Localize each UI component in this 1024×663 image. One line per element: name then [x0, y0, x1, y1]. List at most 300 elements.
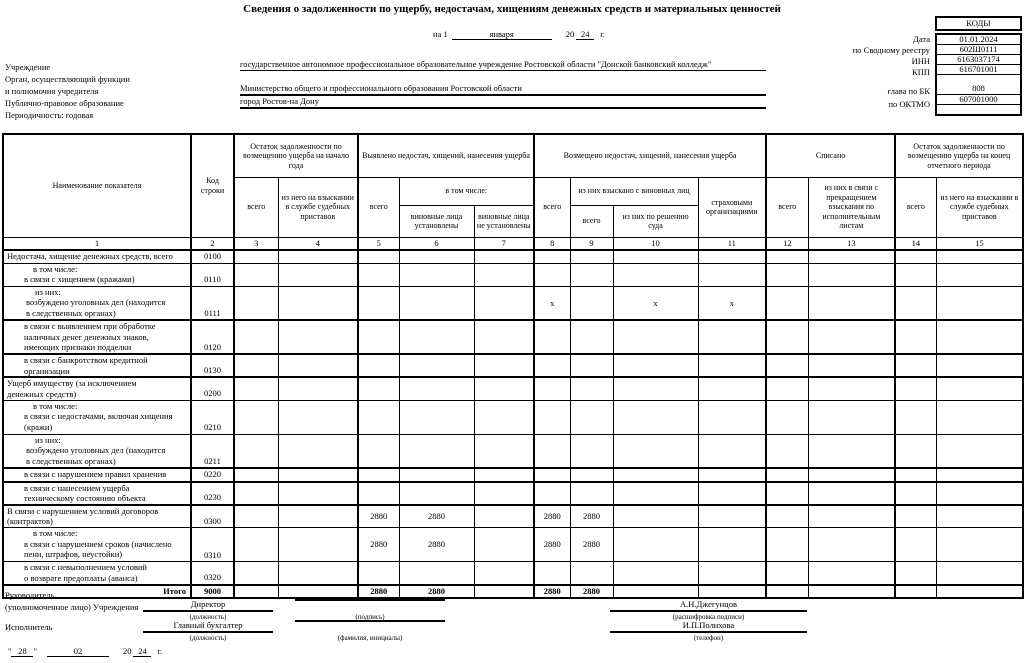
- value-cell-c9: [570, 377, 613, 400]
- code-cell: 9000: [191, 585, 234, 599]
- value-cell-c7: [474, 468, 534, 482]
- value-cell-c9: [570, 354, 613, 377]
- value-cell-c9: [570, 250, 613, 263]
- value-cell-c5: [358, 320, 399, 354]
- value-cell-c13: [808, 263, 895, 286]
- codes-label: глава по БК: [887, 86, 930, 96]
- value-cell-c6: 2880: [399, 585, 474, 599]
- value-cell-c14: [895, 505, 936, 528]
- value-cell-c4: [278, 320, 358, 354]
- value-cell-c6: [399, 400, 474, 434]
- value-cell-c4: [278, 354, 358, 377]
- column-number: 11: [698, 237, 766, 250]
- value-cell-c8: 2880: [534, 585, 570, 599]
- value-cell-c12: [766, 263, 808, 286]
- value-cell-c3: [234, 585, 278, 599]
- codes-label: по ОКТМО: [888, 99, 930, 109]
- header-closing-bailiffs: из него на взыскании в службе судебных приставов: [936, 177, 1023, 237]
- value-cell-c5: [358, 562, 399, 585]
- executor-signature-line: [295, 620, 445, 622]
- value-cell-c11: [698, 528, 766, 562]
- header-guilty-identified: виновные лица установлены: [399, 205, 474, 237]
- value-cell-c11: [698, 320, 766, 354]
- header-found-including: в том числе:: [399, 177, 534, 205]
- name-cell: в том числе: в связи с недостачами, включая хищения (кражи): [3, 400, 191, 434]
- value-cell-c5: [358, 400, 399, 434]
- value-cell-c15: [936, 468, 1023, 482]
- codes-value: 01.01.2024: [937, 35, 1020, 45]
- value-cell-c11: х: [698, 286, 766, 320]
- value-cell-c15: [936, 562, 1023, 585]
- column-number: 8: [534, 237, 570, 250]
- value-cell-c12: [766, 505, 808, 528]
- value-cell-c15: [936, 482, 1023, 505]
- executor-name-caption: (фамилия, инициалы): [337, 634, 403, 642]
- value-cell-c6: 2880: [399, 505, 474, 528]
- value-cell-c6: [399, 482, 474, 505]
- value-cell-c3: [234, 434, 278, 468]
- value-cell-c14: [895, 250, 936, 263]
- value-cell-c10: [613, 377, 698, 400]
- value-cell-c15: [936, 320, 1023, 354]
- value-cell-c6: [399, 468, 474, 482]
- value-cell-c3: [234, 400, 278, 434]
- value-cell-c13: [808, 528, 895, 562]
- value-cell-c14: [895, 562, 936, 585]
- value-cell-c15: [936, 354, 1023, 377]
- value-cell-c5: 2880: [358, 528, 399, 562]
- value-cell-c13: [808, 585, 895, 599]
- executor-label: Исполнитель: [5, 622, 53, 632]
- value-cell-c15: [936, 286, 1023, 320]
- value-cell-c5: [358, 263, 399, 286]
- value-cell-c10: [613, 354, 698, 377]
- value-cell-c10: [613, 482, 698, 505]
- value-cell-c9: 2880: [570, 528, 613, 562]
- name-cell: в том числе: в связи с хищением (кражами): [3, 263, 191, 286]
- header-group-opening: Остаток задолженности по возмещению ущерба на начало года: [234, 134, 358, 177]
- header-recovered-total: всего: [534, 177, 570, 237]
- value-cell-c13: [808, 468, 895, 482]
- value-cell-c5: [358, 434, 399, 468]
- founder-value: Министерство общего и профессионального образования Ростовской области: [240, 83, 766, 96]
- value-cell-c10: [613, 263, 698, 286]
- column-number: 5: [358, 237, 399, 250]
- value-cell-c3: [234, 562, 278, 585]
- value-cell-c4: [278, 562, 358, 585]
- value-cell-c10: [613, 320, 698, 354]
- value-cell-c15: [936, 585, 1023, 599]
- value-cell-c10: [613, 528, 698, 562]
- head-signature-line: [295, 599, 445, 601]
- value-cell-c12: [766, 377, 808, 400]
- value-cell-c6: [399, 263, 474, 286]
- value-cell-c5: [358, 354, 399, 377]
- name-cell: в связи с невыполнением условий о возврате предоплаты (аванса): [3, 562, 191, 585]
- value-cell-c14: [895, 263, 936, 286]
- value-cell-c15: [936, 263, 1023, 286]
- column-number: 9: [570, 237, 613, 250]
- value-cell-c12: [766, 286, 808, 320]
- header-closing-total: всего: [895, 177, 936, 237]
- value-cell-c15: [936, 528, 1023, 562]
- value-cell-c5: [358, 468, 399, 482]
- value-cell-c4: [278, 528, 358, 562]
- institution-label: Учреждение: [5, 62, 51, 72]
- name-cell: В связи с нарушением условий договоров (контрактов): [3, 505, 191, 528]
- table-row-0300: [3, 505, 1023, 528]
- value-cell-c7: [474, 434, 534, 468]
- header-group-recovered: Возмещено недостач, хищений, нанесения ущерба: [534, 134, 766, 177]
- value-cell-c3: [234, 320, 278, 354]
- value-cell-c8: [534, 468, 570, 482]
- value-cell-c13: [808, 320, 895, 354]
- value-cell-c4: [278, 263, 358, 286]
- codes-value: 6163037174: [937, 55, 1020, 65]
- quote-close: ": [33, 646, 37, 656]
- codes-label: КПП: [912, 67, 930, 77]
- table-row-0130: [3, 354, 1023, 377]
- value-cell-c7: [474, 354, 534, 377]
- report-date-suffix: г.: [600, 29, 605, 39]
- value-cell-c4: [278, 434, 358, 468]
- header-writeoff-termination: из них в связи с прекращением взыскания по исполнительным листам: [808, 177, 895, 237]
- value-cell-c5: [358, 377, 399, 400]
- value-cell-c10: [613, 400, 698, 434]
- report-date-century: 20: [565, 29, 575, 39]
- value-cell-c4: [278, 505, 358, 528]
- value-cell-c3: [234, 468, 278, 482]
- value-cell-c12: [766, 562, 808, 585]
- column-number: 13: [808, 237, 895, 250]
- table-row-0200: [3, 377, 1023, 400]
- value-cell-c7: [474, 528, 534, 562]
- column-number: 14: [895, 237, 936, 250]
- header-recovered-guilty-total: всего: [570, 205, 613, 237]
- table-row-0111: [3, 286, 1023, 320]
- header-writeoff-total: всего: [766, 177, 808, 237]
- table-row-0210: [3, 400, 1023, 434]
- value-cell-c13: [808, 562, 895, 585]
- value-cell-c14: [895, 585, 936, 599]
- value-cell-c13: [808, 400, 895, 434]
- doc-date-year: 24: [133, 646, 151, 657]
- value-cell-c8: [534, 562, 570, 585]
- column-number: 10: [613, 237, 698, 250]
- value-cell-c3: [234, 263, 278, 286]
- doc-date-day: 28: [11, 646, 33, 657]
- founder-label-line2: и полномочия учредителя: [5, 86, 99, 96]
- codes-value: 607001000: [937, 95, 1020, 105]
- column-number: 2: [191, 237, 234, 250]
- header-guilty-not-identified: виновные лица не установлены: [474, 205, 534, 237]
- header-code: Код строки: [191, 134, 234, 237]
- value-cell-c8: 2880: [534, 528, 570, 562]
- value-cell-c10: [613, 468, 698, 482]
- value-cell-c5: 2880: [358, 505, 399, 528]
- value-cell-c12: [766, 434, 808, 468]
- value-cell-c15: [936, 400, 1023, 434]
- header-found-total: всего: [358, 177, 399, 237]
- value-cell-c8: [534, 434, 570, 468]
- head-position-line: Директор: [143, 599, 273, 612]
- value-cell-c14: [895, 482, 936, 505]
- value-cell-c12: [766, 400, 808, 434]
- head-name-caption: (расшифровка подписи): [672, 613, 745, 621]
- value-cell-c11: [698, 505, 766, 528]
- name-cell: в том числе: в связи с нарушением сроков (начислено пени, штрафов, неустойки): [3, 528, 191, 562]
- value-cell-c9: [570, 286, 613, 320]
- value-cell-c13: [808, 250, 895, 263]
- value-cell-c9: [570, 562, 613, 585]
- value-cell-c11: [698, 434, 766, 468]
- codes-value: 602Ш0111: [937, 45, 1020, 55]
- value-cell-c8: [534, 377, 570, 400]
- report-date-year: 24: [576, 29, 594, 40]
- value-cell-c14: [895, 320, 936, 354]
- codes-label: Дата: [913, 34, 930, 44]
- institution-value: государственное автономное профессиональное образовательное учреждение Ростовской области "Донской банковский колледж": [240, 59, 766, 71]
- doc-date-suffix: г.: [157, 646, 163, 656]
- value-cell-c12: [766, 468, 808, 482]
- value-cell-c5: [358, 250, 399, 263]
- debt-table: [2, 133, 1024, 599]
- value-cell-c10: [613, 434, 698, 468]
- code-cell: 0220: [191, 468, 234, 482]
- executor-phone-caption: (телефон): [693, 634, 724, 642]
- header-recovered-guilty: из них взыскано с виновных лиц: [570, 177, 698, 205]
- report-date-line: [433, 29, 605, 40]
- table-row-0220: [3, 468, 1023, 482]
- value-cell-c4: [278, 585, 358, 599]
- value-cell-c3: [234, 505, 278, 528]
- value-cell-c8: 2880: [534, 505, 570, 528]
- value-cell-c3: [234, 250, 278, 263]
- value-cell-c9: 2880: [570, 585, 613, 599]
- value-cell-c3: [234, 377, 278, 400]
- value-cell-c8: [534, 250, 570, 263]
- codes-label: по Сводному реестру: [852, 45, 930, 55]
- value-cell-c7: [474, 400, 534, 434]
- value-cell-c7: [474, 585, 534, 599]
- value-cell-c11: [698, 400, 766, 434]
- value-cell-c8: х: [534, 286, 570, 320]
- value-cell-c15: [936, 505, 1023, 528]
- value-cell-c14: [895, 377, 936, 400]
- value-cell-c11: [698, 250, 766, 263]
- column-number: 1: [3, 237, 191, 250]
- column-number: 15: [936, 237, 1023, 250]
- code-cell: 0110: [191, 263, 234, 286]
- header-group-written-off: Списано: [766, 134, 895, 177]
- value-cell-c9: [570, 263, 613, 286]
- public-entity-label: Публично-правовое образование: [5, 98, 124, 108]
- value-cell-c11: [698, 585, 766, 599]
- value-cell-c14: [895, 528, 936, 562]
- value-cell-c8: [534, 354, 570, 377]
- value-cell-c9: 2880: [570, 505, 613, 528]
- value-cell-c3: [234, 286, 278, 320]
- value-cell-c9: [570, 482, 613, 505]
- column-numbers-row: [3, 237, 1023, 250]
- value-cell-c14: [895, 286, 936, 320]
- debt-table-header: [3, 134, 1023, 250]
- value-cell-c11: [698, 562, 766, 585]
- header-opening-bailiffs: из него на взыскании в службе судебных приставов: [278, 177, 358, 237]
- head-position-caption: (должность): [189, 613, 227, 621]
- value-cell-c10: х: [613, 286, 698, 320]
- column-number: 12: [766, 237, 808, 250]
- document-date-line: [8, 646, 162, 657]
- value-cell-c4: [278, 482, 358, 505]
- table-row-0320: [3, 562, 1023, 585]
- value-cell-c14: [895, 468, 936, 482]
- value-cell-c5: [358, 286, 399, 320]
- column-number: 6: [399, 237, 474, 250]
- report-date-prefix: на 1: [433, 29, 448, 39]
- value-cell-c9: [570, 400, 613, 434]
- value-cell-c15: [936, 250, 1023, 263]
- value-cell-c10: [613, 250, 698, 263]
- name-cell: Итого: [3, 585, 191, 599]
- value-cell-c3: [234, 482, 278, 505]
- name-cell: в связи с нанесением ущерба техническому состоянию объекта: [3, 482, 191, 505]
- value-cell-c9: [570, 320, 613, 354]
- value-cell-c12: [766, 482, 808, 505]
- doc-date-month: 02: [47, 646, 109, 657]
- value-cell-c6: 2880: [399, 528, 474, 562]
- code-cell: 0310: [191, 528, 234, 562]
- executor-position-line: Главный бухгалтер: [143, 620, 273, 633]
- value-cell-c7: [474, 505, 534, 528]
- value-cell-c7: [474, 562, 534, 585]
- code-cell: 0300: [191, 505, 234, 528]
- value-cell-c11: [698, 468, 766, 482]
- codes-value: 808: [937, 75, 1020, 95]
- value-cell-c13: [808, 377, 895, 400]
- head-label-line1: Руководитель: [5, 590, 55, 600]
- value-cell-c11: [698, 377, 766, 400]
- value-cell-c6: [399, 562, 474, 585]
- value-cell-c8: [534, 263, 570, 286]
- value-cell-c6: [399, 354, 474, 377]
- value-cell-c4: [278, 377, 358, 400]
- codes-value: 616701001: [937, 65, 1020, 75]
- value-cell-c6: [399, 250, 474, 263]
- code-cell: 0320: [191, 562, 234, 585]
- value-cell-c12: [766, 354, 808, 377]
- name-cell: в связи с выявлением при обработке наличных денег денежных знаков, имеющих признаки подделки: [3, 320, 191, 354]
- value-cell-c14: [895, 434, 936, 468]
- value-cell-c13: [808, 286, 895, 320]
- value-cell-c8: [534, 400, 570, 434]
- value-cell-c4: [278, 468, 358, 482]
- report-date-month: января: [452, 29, 552, 40]
- value-cell-c4: [278, 286, 358, 320]
- table-row-0110: [3, 263, 1023, 286]
- value-cell-c13: [808, 354, 895, 377]
- codes-label: ИНН: [911, 56, 930, 66]
- name-cell: из них: возбуждено уголовных дел (находится в следственных органах): [3, 434, 191, 468]
- code-cell: 0130: [191, 354, 234, 377]
- value-cell-c9: [570, 434, 613, 468]
- code-cell: 0120: [191, 320, 234, 354]
- name-cell: Недостача, хищение денежных средств, всего: [3, 250, 191, 263]
- founder-label-line1: Орган, осуществляющий функции: [5, 74, 130, 84]
- column-number: 7: [474, 237, 534, 250]
- value-cell-c14: [895, 400, 936, 434]
- value-cell-c7: [474, 482, 534, 505]
- table-row-0120: [3, 320, 1023, 354]
- executor-name-line: И.П.Полихова: [610, 620, 807, 633]
- value-cell-c10: [613, 562, 698, 585]
- name-cell: из них: возбуждено уголовных дел (находится в следственных органах): [3, 286, 191, 320]
- value-cell-c7: [474, 377, 534, 400]
- executor-position-caption: (должность): [189, 634, 227, 642]
- value-cell-c9: [570, 468, 613, 482]
- value-cell-c14: [895, 354, 936, 377]
- head-signature-caption: (подпись): [355, 613, 385, 621]
- value-cell-c8: [534, 482, 570, 505]
- header-group-found: Выявлено недостач, хищений, нанесения ущерба: [358, 134, 534, 177]
- value-cell-c15: [936, 377, 1023, 400]
- header-group-closing: Остаток задолженности по возмещению ущерба на конец отчетного периода: [895, 134, 1023, 177]
- code-cell: 0200: [191, 377, 234, 400]
- table-row-0100: [3, 250, 1023, 263]
- value-cell-c7: [474, 286, 534, 320]
- code-cell: 0230: [191, 482, 234, 505]
- value-cell-c6: [399, 434, 474, 468]
- value-cell-c5: [358, 482, 399, 505]
- header-recovered-insurance: страховыми организациями: [698, 177, 766, 237]
- value-cell-c12: [766, 320, 808, 354]
- public-entity-value: город Ростов-на Дону: [240, 96, 766, 109]
- value-cell-c4: [278, 250, 358, 263]
- header-by-court: из них по решению суда: [613, 205, 698, 237]
- value-cell-c5: 2880: [358, 585, 399, 599]
- value-cell-c13: [808, 482, 895, 505]
- periodicity-label: Периодичность: годовая: [5, 110, 94, 120]
- code-cell: 0100: [191, 250, 234, 263]
- quote-open: ": [8, 646, 12, 656]
- table-row-0310: [3, 528, 1023, 562]
- code-cell: 0210: [191, 400, 234, 434]
- value-cell-c3: [234, 528, 278, 562]
- doc-date-century: 20: [122, 646, 132, 656]
- table-row-0230: [3, 482, 1023, 505]
- value-cell-c7: [474, 263, 534, 286]
- header-name: Наименование показателя: [3, 134, 191, 237]
- value-cell-c13: [808, 505, 895, 528]
- header-opening-total: всего: [234, 177, 278, 237]
- value-cell-c3: [234, 354, 278, 377]
- value-cell-c10: [613, 585, 698, 599]
- value-cell-c6: [399, 377, 474, 400]
- value-cell-c4: [278, 400, 358, 434]
- value-cell-c7: [474, 320, 534, 354]
- value-cell-c6: [399, 320, 474, 354]
- codes-empty-cell: [937, 105, 1020, 114]
- value-cell-c11: [698, 482, 766, 505]
- codes-panel-header: КОДЫ: [935, 16, 1022, 31]
- value-cell-c12: [766, 250, 808, 263]
- value-cell-c12: [766, 528, 808, 562]
- code-cell: 0211: [191, 434, 234, 468]
- head-label-line2: (уполномоченное лицо) Учреждения: [5, 602, 139, 612]
- value-cell-c10: [613, 505, 698, 528]
- value-cell-c11: [698, 354, 766, 377]
- value-cell-c15: [936, 434, 1023, 468]
